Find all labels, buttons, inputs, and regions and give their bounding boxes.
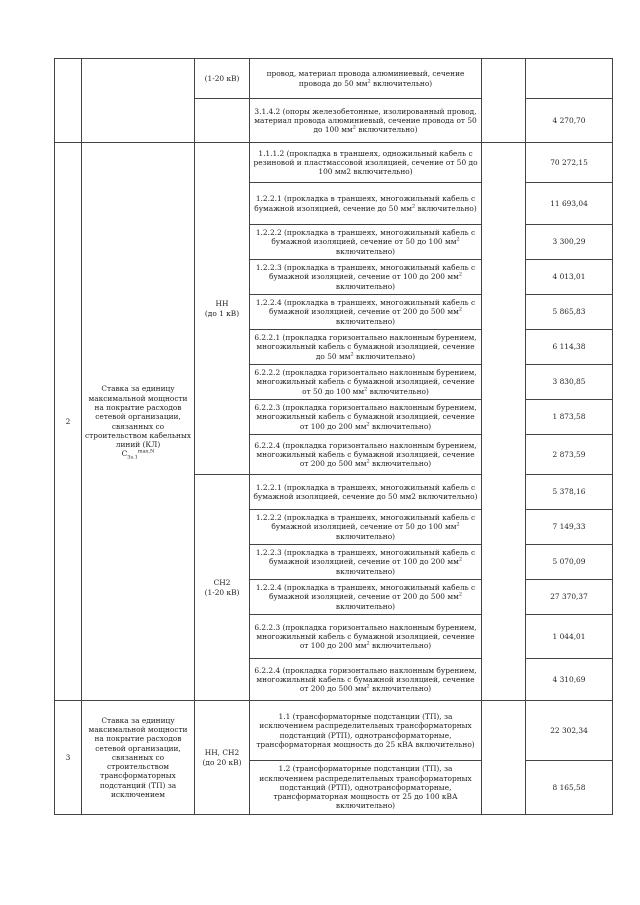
spacer-cell — [482, 143, 526, 701]
value-cell: 22 302,34 — [526, 701, 613, 761]
description-cell: 3.1.4.2 (опоры железобетонные, изолированный провод, материал провода алюминиевый, сечение провода от 50 до 100 $мм^2$ включительно) — [250, 99, 482, 143]
row-number-cell — [55, 59, 82, 143]
voltage-cell: НН, СН2 (до 20 кВ) — [195, 701, 250, 815]
description-cell: 1.2.2.4 (прокладка в траншеях, многожильный кабель с бумажной изоляцией, сечение от 200 до 500 $мм^2$ включительно) — [250, 580, 482, 615]
description-cell: 6.2.2.4 (прокладка горизонтально наклонным бурением, многожильный кабель с бумажной изоляцией, сечение от 200 до 500 $мм^2$ включительно) — [250, 435, 482, 475]
value-cell: 1 044,01 — [526, 615, 613, 659]
description-cell: 6.2.2.3 (прокладка горизонтально наклонным бурением, многожильный кабель с бумажной изоляцией, сечение от 100 до 200 $мм^2$ включительно) — [250, 400, 482, 435]
description-cell: 1.2.2.4 (прокладка в траншеях, многожильный кабель с бумажной изоляцией, сечение от 200 до 500 $мм^2$ включительно) — [250, 295, 482, 330]
row-label-cell — [82, 59, 195, 143]
value-cell: 4 310,69 — [526, 659, 613, 701]
value-cell: 4 013,01 — [526, 260, 613, 295]
description-cell: 1.2.2.3 (прокладка в траншеях, многожильный кабель с бумажной изоляцией, сечение от 100 до 200 $мм^2$ включительно) — [250, 545, 482, 580]
value-cell: 4 270,70 — [526, 99, 613, 143]
description-cell: 1.2 (трансформаторные подстанции (ТП), за исключением распределительных трансформаторных подстанций (РТП), однотрансформаторные, трансформаторная мощность от 25 до 100 кВА включительно) — [250, 761, 482, 815]
description-cell: провод, материал провода алюминиевый, сечение провода до 50 $мм^2$ включительно) — [250, 59, 482, 99]
value-cell: 6 114,38 — [526, 330, 613, 365]
tariff-table — [54, 58, 613, 815]
value-cell — [526, 59, 613, 99]
value-cell: 70 272,15 — [526, 143, 613, 183]
value-cell: 11 693,04 — [526, 183, 613, 225]
rate-symbol: $C_{3s.1}^{max,N}$ — [121, 448, 155, 461]
description-cell: 1.2.2.1 (прокладка в траншеях, многожильный кабель с бумажной изоляцией, сечение до 50 мм2 включительно) — [250, 475, 482, 510]
value-cell: 8 165,58 — [526, 761, 613, 815]
description-cell: 1.1.1.2 (прокладка в траншеях, одножильный кабель с резиновой и пластмассовой изоляцией, сечение от 50 до 100 мм2 включительно) — [250, 143, 482, 183]
spacer-cell — [482, 701, 526, 815]
voltage-cell: СН2 (1-20 кВ) — [195, 475, 250, 701]
value-cell: 3 830,85 — [526, 365, 613, 400]
section-number: 2 — [55, 143, 82, 701]
value-cell: 1 873,58 — [526, 400, 613, 435]
value-cell: 3 300,29 — [526, 225, 613, 260]
description-cell: 1.2.2.2 (прокладка в траншеях, многожильный кабель с бумажной изоляцией, сечение от 50 до 100 $мм^2$ включительно) — [250, 510, 482, 545]
value-cell: 5 378,16 — [526, 475, 613, 510]
description-cell: 6.2.2.4 (прокладка горизонтально наклонным бурением, многожильный кабель с бумажной изоляцией, сечение от 200 до 500 $мм^2$ включительно) — [250, 659, 482, 701]
section-number: 3 — [55, 701, 82, 815]
voltage-cell — [195, 99, 250, 143]
voltage-cell: (1-20 кВ) — [195, 59, 250, 99]
value-cell: 5 865,83 — [526, 295, 613, 330]
description-cell: 1.2.2.3 (прокладка в траншеях, многожильный кабель с бумажной изоляцией, сечение от 100 до 200 $мм^2$ включительно) — [250, 260, 482, 295]
description-cell: 1.2.2.2 (прокладка в траншеях, многожильный кабель с бумажной изоляцией, сечение от 50 до 100 $мм^2$ включительно) — [250, 225, 482, 260]
value-cell: 27 370,37 — [526, 580, 613, 615]
description-cell: 6.2.2.1 (прокладка горизонтально наклонным бурением, многожильный кабель с бумажной изоляцией, сечение до 50 $мм^2$ включительно) — [250, 330, 482, 365]
section-label: Ставка за единицу максимальной мощности на покрытие расходов сетевой организации, связанных со строительством трансформаторных подстанций (ТП) за исключением — [82, 701, 195, 815]
spacer-cell — [482, 59, 526, 143]
description-cell: 6.2.2.3 (прокладка горизонтально наклонным бурением, многожильный кабель с бумажной изоляцией, сечение от 100 до 200 $мм^2$ включительно) — [250, 615, 482, 659]
voltage-cell: НН (до 1 кВ) — [195, 143, 250, 475]
value-cell: 2 873,59 — [526, 435, 613, 475]
value-cell: 5 070,09 — [526, 545, 613, 580]
table-row — [55, 701, 613, 761]
description-cell: 1.1 (трансформаторные подстанции (ТП), за исключением распределительных трансформаторных подстанций (РТП), однотрансформаторные, трансформаторная мощность до 25 кВА включительно) — [250, 701, 482, 761]
table-row — [55, 59, 613, 99]
description-cell: 6.2.2.2 (прокладка горизонтально наклонным бурением, многожильный кабель с бумажной изоляцией, сечение от 50 до 100 $мм^2$ включительно) — [250, 365, 482, 400]
section-label: Ставка за единицу максимальной мощности на покрытие расходов сетевой организации, связанных со строительством кабельных линий (КЛ) $C_{3s.1}^{max,N}$ — [82, 143, 195, 701]
table-row — [55, 143, 613, 183]
description-cell: 1.2.2.1 (прокладка в траншеях, многожильный кабель с бумажной изоляцией, сечение до 50 $мм^2$ включительно) — [250, 183, 482, 225]
value-cell: 7 149,33 — [526, 510, 613, 545]
